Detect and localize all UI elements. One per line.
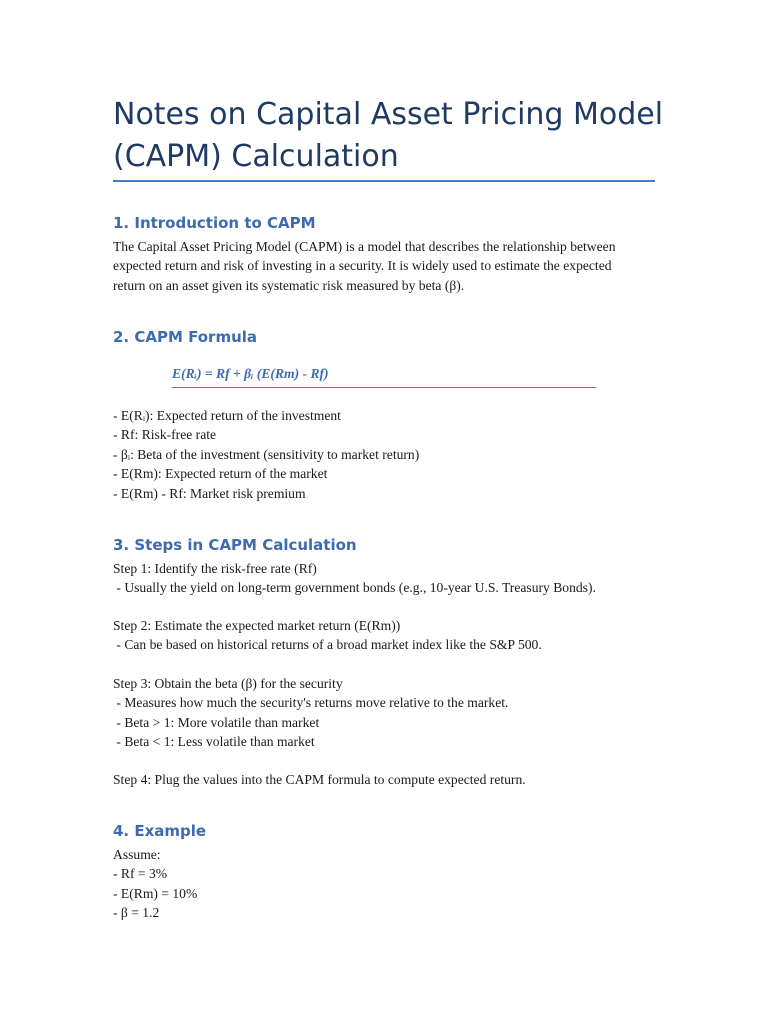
step-line: - Can be based on historical returns of a broad market index like the S&P 500.	[113, 637, 542, 653]
intro-line: The Capital Asset Pricing Model (CAPM) is a model that describes the relationship between	[113, 239, 616, 254]
definition-item: - βᵢ: Beta of the investment (sensitivity to market return)	[113, 446, 420, 462]
step-line: - Usually the yield on long-term government bonds (e.g., 10-year U.S. Treasury Bonds).	[113, 580, 596, 596]
step-line: - Beta > 1: More volatile than market	[113, 714, 320, 730]
example-line: - Rf = 3%	[113, 866, 168, 882]
document-title	[113, 94, 664, 178]
definition-item: - E(Rᵢ): Expected return of the investment	[113, 408, 341, 423]
step-4-block	[113, 770, 655, 789]
definition-item: - E(Rm): Expected return of the market	[113, 466, 328, 482]
title-underline	[113, 180, 655, 182]
section-heading-steps: 3. Steps in CAPM Calculation	[113, 536, 357, 554]
definition-item: - E(Rm) - Rf: Market risk premium	[113, 485, 306, 501]
intro-line: return on an asset given its systematic risk measured by beta (β).	[113, 277, 465, 293]
section-heading-formula: 2. CAPM Formula	[113, 328, 258, 346]
title-line-1: Notes on Capital Asset Pricing Model	[113, 97, 664, 132]
example-line: - β = 1.2	[113, 905, 160, 921]
step-line: Step 4: Plug the values into the CAPM formula to compute expected return.	[113, 772, 526, 787]
intro-paragraph	[113, 237, 655, 295]
definition-item: - Rf: Risk-free rate	[113, 427, 217, 443]
step-line: Step 1: Identify the risk-free rate (Rf)	[113, 561, 317, 576]
formula-definitions	[113, 406, 655, 503]
step-2-block	[113, 616, 655, 655]
step-3-block	[113, 674, 655, 752]
example-block	[113, 845, 655, 923]
example-line: - E(Rm) = 10%	[113, 885, 198, 901]
step-line: - Measures how much the security's returns move relative to the market.	[113, 695, 509, 711]
capm-formula: E(Rᵢ) = Rf + βᵢ (E(Rm) - Rf)	[172, 366, 329, 381]
formula-underline	[172, 387, 596, 388]
step-line: Step 2: Estimate the expected market return (E(Rm))	[113, 618, 401, 633]
step-line: - Beta < 1: Less volatile than market	[113, 734, 315, 750]
step-1-block	[113, 559, 655, 598]
step-line: Step 3: Obtain the beta (β) for the security	[113, 676, 343, 691]
section-heading-example: 4. Example	[113, 822, 207, 840]
title-line-2: (CAPM) Calculation	[113, 139, 399, 174]
example-line: Assume:	[113, 847, 161, 862]
intro-line: expected return and risk of investing in a security. It is widely used to estimate the expected	[113, 258, 612, 274]
section-heading-introduction: 1. Introduction to CAPM	[113, 214, 316, 232]
